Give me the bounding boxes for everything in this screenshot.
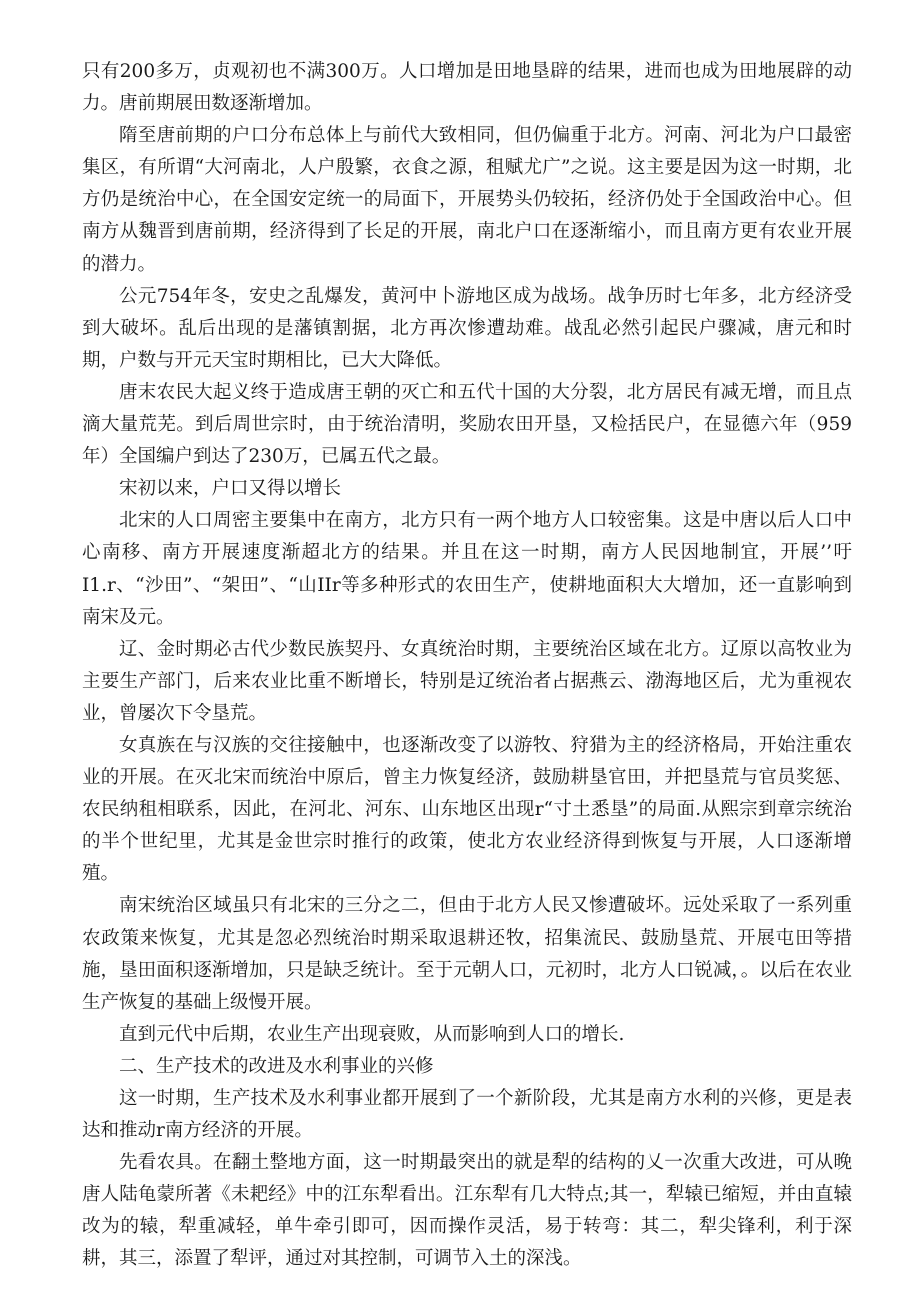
paragraph: 辽、金时期必古代少数民族契丹、女真统治时期，主要统治区域在北方。辽原以高牧业为主要生产部门，后来农业比重不断增长，特别是辽统治者占据燕云、渤海地区后，尤为重视农业，曾屡次下令垦荒。 <box>82 638 852 724</box>
section-heading: 二、生产技术的改进及水利事业的兴修 <box>119 1055 434 1077</box>
paragraph: 隋至唐前期的户口分布总体上与前代大致相同，但仍偏重于北方。河南、河北为户口最密集区，有所谓“大河南北，人户殷繁，衣食之源，租赋尤广”之说。这主要是因为这一时期，北方仍是统治中心，在全国安定统一的局面下，开展势头仍较拓，经济仍处于全国政治中心。但南方从魏晋到唐前期，经济得到了长足的开展，南北户口在逐渐缩小，而且南方更有农业开展的潜力。 <box>82 125 852 275</box>
paragraph: 南宋统治区域虽只有北宋的三分之二，但由于北方人民又惨遭破坏。远处采取了一系列重农政策来恢复，尤其是忽必烈统治时期采取退耕还牧，招集流民、鼓励垦荒、开展屯田等措施，垦田面积逐渐增加，只是缺乏统计。至于元朝人口，元初时，北方人口锐减，。以后在农业生产恢复的基础上级慢开展。 <box>82 895 852 1013</box>
paragraph: 只有200多万，贞观初也不满300万。人口增加是田地垦辟的结果，进而也成为田地展辟的动力。唐前期展田数逐渐增加。 <box>82 61 852 115</box>
paragraph: 唐末农民大起义终于造成唐王朝的灭亡和五代十国的大分裂，北方居民有减无增，而且点滴大量荒芜。到后周世宗时，由于统治清明，奖励农田开垦，又检括民户，在显德六年（959年）全国编户到达了230万，已属五代之最。 <box>82 381 852 468</box>
document-body <box>82 56 852 1276</box>
paragraph: 公元754年冬，安史之乱爆发，黄河中卜游地区成为战场。战争历时七年多，北方经济受到大破坏。乱后出现的是藩镇割据，北方再次惨遭劫难。战乱必然引起民户骤减，唐元和时期，户数与开元天宝时期相比，已大大降低。 <box>82 285 852 371</box>
paragraph: 这一时期，生产技术及水利事业都开展到了一个新阶段，尤其是南方水利的兴修，更是表达和推动r南方经济的开展。 <box>82 1088 852 1142</box>
paragraph: 女真族在与汉族的交往接触中，也逐渐改变了以游牧、狩猎为主的经济格局，开始注重农业的开展。在灭北宋而统治中原后，曾主力恢复经济，鼓励耕垦官田，并把垦荒与官员奖惩、农民纳租相联系，因此，在河北、河东、山东地区出现r“寸土悉垦”的局面.从熙宗到章宗统治的半个世纪里，尤其是金世宗时推行的政策，使北方农业经济得到恢复与开展，人口逐渐增殖。 <box>82 734 852 885</box>
paragraph: 北宋的人口周密主要集中在南方，北方只有一两个地方人口较密集。这是中唐以后人口中心南移、南方开展速度渐超北方的结果。并且在这一时期，南方人民因地制宜，开展’’吁I1.r、“沙田”、“架田”、“山IIr等多种形式的农田生产，使耕地面积大大增加，还一直影响到南宋及元。 <box>82 510 852 628</box>
paragraph: 直到元代中后期，农业生产出现衰败，从而影响到人口的增长. <box>119 1023 625 1045</box>
paragraph: 先看农具。在翻土整地方面，这一时期最突出的就是犁的结构的乂一次重大改进，可从晚唐人陆龟蒙所著《未耙经》中的江东犁看出。江东犁有几大特点;其一，犁辕已缩短，并由直辕改为的辕，犁重减轻，单牛牵引即可，因而操作灵活，易于转弯：其二，犁尖锋利，利于深耕，其三，添置了犁评，通过对其控制，可调节入土的深浅。 <box>82 1152 852 1270</box>
section-heading: 宋初以来，户口又得以增长 <box>119 478 342 500</box>
